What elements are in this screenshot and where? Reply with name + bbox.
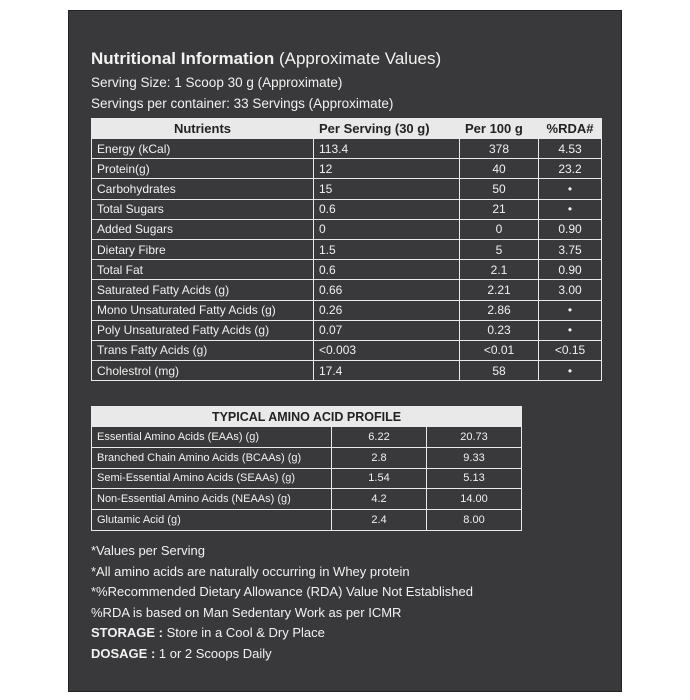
per-serving-value: 0.07: [314, 320, 460, 340]
rda-value: <0.15: [539, 340, 602, 360]
dosage-line: [91, 644, 473, 665]
per-serving-value: 0.6: [314, 260, 460, 280]
table-row: [92, 239, 602, 259]
amino-per-serving-value: 2.8: [332, 447, 427, 468]
rda-value: •: [539, 361, 602, 381]
table-row: [92, 159, 602, 179]
rda-value: 23.2: [539, 159, 602, 179]
table-row: [92, 280, 602, 300]
amino-per-serving-value: 1.54: [332, 468, 427, 489]
nutrient-name: Energy (kCal): [92, 139, 314, 159]
rda-value: 4.53: [539, 139, 602, 159]
table-row: [92, 139, 602, 159]
dosage-label: DOSAGE :: [91, 645, 156, 661]
table-row: [92, 320, 602, 340]
nutrient-name: Dietary Fibre: [92, 239, 314, 259]
per-100g-value: 0: [460, 219, 539, 239]
per-100g-value: 378: [460, 139, 539, 159]
amino-per-100g-value: 14.00: [427, 489, 522, 510]
rda-value: •: [539, 179, 602, 199]
title-rest: (Approximate Values): [274, 49, 442, 68]
per-100g-value: 2.1: [460, 260, 539, 280]
table-row: [92, 340, 602, 360]
nutrient-name: Carbohydrates: [92, 179, 314, 199]
per-serving-value: 113.4: [314, 139, 460, 159]
per-100g-value: 0.23: [460, 320, 539, 340]
header-per-100g: Per 100 g: [460, 119, 539, 139]
nutrient-name: Mono Unsaturated Fatty Acids (g): [92, 300, 314, 320]
footnote: *%Recommended Dietary Allowance (RDA) Value Not Established: [91, 584, 473, 600]
page-title: [91, 49, 441, 69]
footnote: *All amino acids are naturally occurring in Whey protein: [91, 563, 410, 579]
rda-value: 0.90: [539, 260, 602, 280]
nutrient-name: Protein(g): [92, 159, 314, 179]
per-100g-value: 2.86: [460, 300, 539, 320]
amino-name: Semi-Essential Amino Acids (SEAAs) (g): [92, 468, 332, 489]
table-row: [92, 260, 602, 280]
amino-name: Glutamic Acid (g): [92, 510, 332, 531]
per-100g-value: <0.01: [460, 340, 539, 360]
per-100g-value: 50: [460, 179, 539, 199]
amino-acid-table: [91, 406, 522, 531]
footnote: *Values per Serving: [91, 543, 205, 558]
nutrient-name: Saturated Fatty Acids (g): [92, 280, 314, 300]
footnote: %RDA is based on Man Sedentary Work as per ICMR: [91, 604, 402, 620]
rda-value: 0.90: [539, 219, 602, 239]
amino-per-serving-value: 6.22: [332, 427, 427, 448]
amino-name: Branched Chain Amino Acids (BCAAs) (g): [92, 447, 332, 468]
per-serving-value: 0.26: [314, 300, 460, 320]
amino-per-100g-value: 9.33: [427, 447, 522, 468]
rda-value: 3.00: [539, 280, 602, 300]
nutrition-label-panel: [68, 10, 622, 692]
amino-header-row: [92, 407, 522, 427]
rda-value: •: [539, 320, 602, 340]
rda-value: •: [539, 199, 602, 219]
nutrient-name: Total Fat: [92, 260, 314, 280]
amino-header: TYPICAL AMINO ACID PROFILE: [92, 407, 522, 427]
storage-value: Store in a Cool & Dry Place: [163, 625, 325, 641]
per-serving-value: 0: [314, 219, 460, 239]
amino-per-serving-value: 4.2: [332, 489, 427, 510]
per-serving-value: 17.4: [314, 361, 460, 381]
nutrition-table-body: [92, 139, 602, 381]
table-row: [92, 199, 602, 219]
table-row: [92, 468, 522, 489]
nutrient-name: Trans Fatty Acids (g): [92, 340, 314, 360]
footnotes: [91, 541, 473, 665]
per-serving-value: 0.6: [314, 199, 460, 219]
table-row: [92, 510, 522, 531]
nutrient-name: Cholestrol (mg): [92, 361, 314, 381]
amino-name: Essential Amino Acids (EAAs) (g): [92, 427, 332, 448]
nutrition-table: [91, 118, 602, 381]
per-serving-value: 1.5: [314, 239, 460, 259]
per-100g-value: 40: [460, 159, 539, 179]
rda-value: 3.75: [539, 239, 602, 259]
per-serving-value: 0.66: [314, 280, 460, 300]
amino-per-100g-value: 5.13: [427, 468, 522, 489]
table-row: [92, 179, 602, 199]
amino-per-serving-value: 2.4: [332, 510, 427, 531]
dosage-value: 1 or 2 Scoops Daily: [155, 645, 272, 661]
header-nutrients: Nutrients: [92, 119, 314, 139]
header-per-serving: Per Serving (30 g): [314, 119, 460, 139]
table-row: [92, 219, 602, 239]
amino-name: Non-Essential Amino Acids (NEAAs) (g): [92, 489, 332, 510]
amino-per-100g-value: 8.00: [427, 510, 522, 531]
per-serving-value: <0.003: [314, 340, 460, 360]
per-serving-value: 15: [314, 179, 460, 199]
per-100g-value: 5: [460, 239, 539, 259]
storage-label: STORAGE :: [91, 625, 163, 641]
amino-per-100g-value: 20.73: [427, 427, 522, 448]
storage-line: [91, 623, 473, 644]
serving-size: Serving Size: 1 Scoop 30 g (Approximate): [91, 75, 343, 90]
title-bold: Nutritional Information: [91, 49, 275, 68]
per-serving-value: 12: [314, 159, 460, 179]
per-100g-value: 58: [460, 361, 539, 381]
per-100g-value: 2.21: [460, 280, 539, 300]
nutrient-name: Total Sugars: [92, 199, 314, 219]
per-100g-value: 21: [460, 199, 539, 219]
nutrient-name: Poly Unsaturated Fatty Acids (g): [92, 320, 314, 340]
table-row: [92, 427, 522, 448]
nutrition-header-row: [92, 119, 602, 139]
table-row: [92, 300, 602, 320]
servings-per-container: Servings per container: 33 Servings (Approximate): [91, 96, 394, 111]
amino-table-body: [92, 427, 522, 531]
table-row: [92, 489, 522, 510]
nutrient-name: Added Sugars: [92, 219, 314, 239]
header-rda: %RDA#: [539, 119, 602, 139]
rda-value: •: [539, 300, 602, 320]
table-row: [92, 361, 602, 381]
table-row: [92, 447, 522, 468]
